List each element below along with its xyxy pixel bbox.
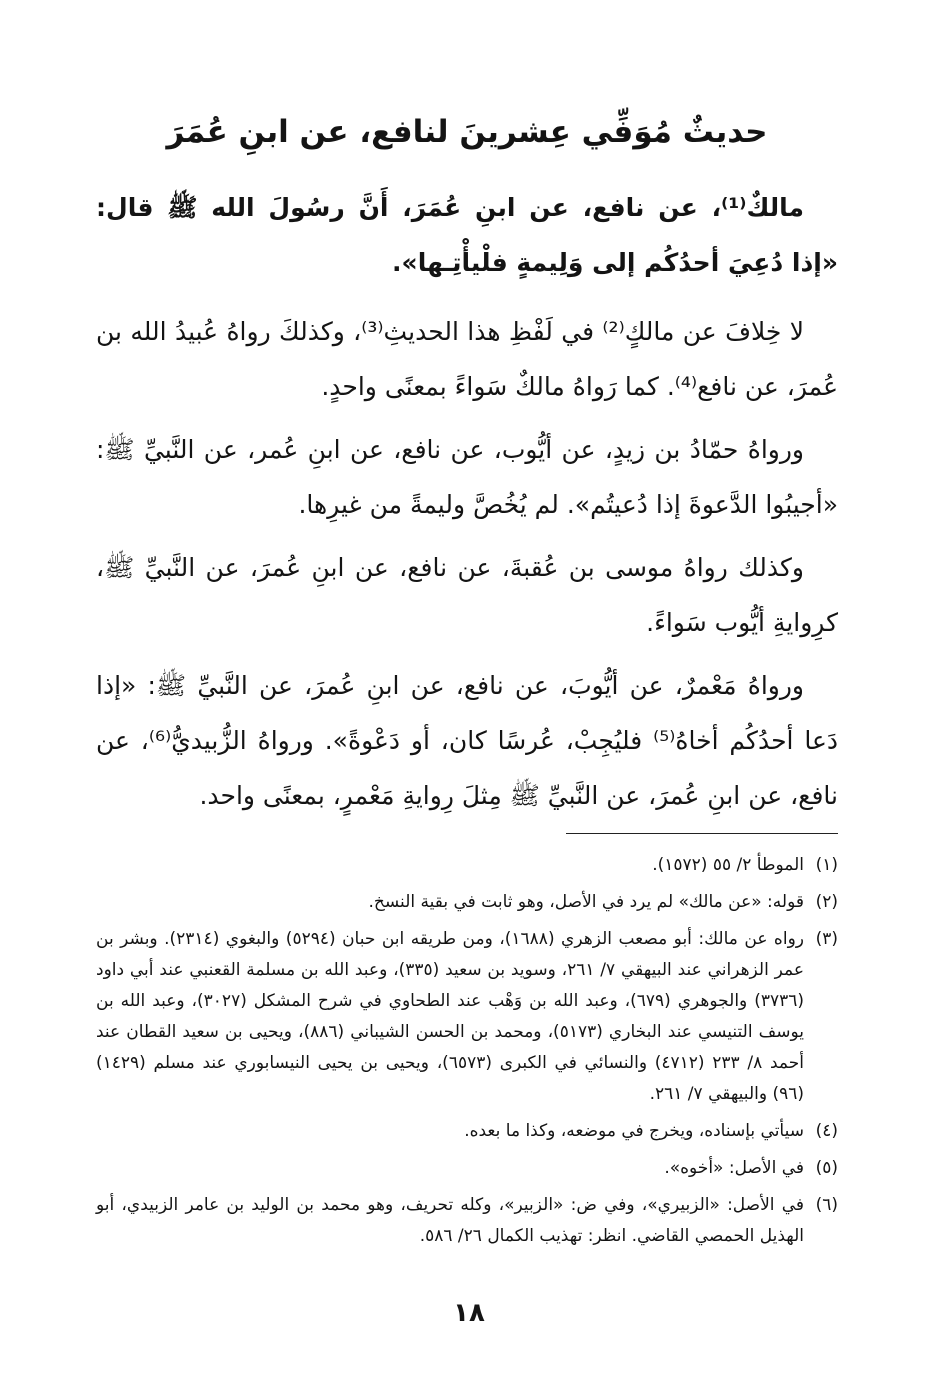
commentary-paragraph: لا خِلافَ عن مالكٍ⁽²⁾ في لَفْظِ هذا الحديثِ⁽³⁾، وكذلكَ رواهُ عُبيدُ الله بن عُمرَ، عن نافع⁽⁴⁾. كما رَواهُ مالكٌ سَواءً بمعنًى واحدٍ. [96,317,838,401]
footnote-text: في الأصل: «الزبيري»، وفي ض: «الزبير»، وكله تحريف، وهو محمد بن الوليد بن عامر الزبيدي، أبو الهذيل الحمصي القاضي. انظر: تهذيب الكمال ٢٦/ ٥٨٦. [96,1195,804,1246]
footnote [96,924,838,1110]
hadith-paragraph: مالكٌ⁽¹⁾، عن نافع، عن ابنِ عُمَرَ، أَنَّ رسُولَ الله ﷺ قال: «إذا دُعِيَ أحدُكُم إلى وَلِيمةٍ فلْيأْتِـها». [96,193,838,277]
footnote-text: قوله: «عن مالك» لم يرد في الأصل، وهو ثابت في بقية النسخ. [368,892,804,912]
footnote-text: رواه عن مالك: أبو مصعب الزهري (١٦٨٨)، ومن طريقه ابن حبان (٥٢٩٤) والبغوي (٢٣١٤). وبشر بن عمر الزهراني عند البيهقي ٧/ ٢٦١، وسويد بن سعيد (٣٣٥)، وعبد الله بن مسلمة القعنبي عند أبي داود (٣٧٣٦) والجوهري (٦٧٩)، وعبد الله بن وَهْب عند الطحاوي في شرح المشكل (٣٠٢٧)، وعبد الله بن يوسف التنيسي عند البخاري (٥١٧٣)، ومحمد بن الحسن الشيباني (٨٨٦)، ويحيى بن سعيد القطان عند أحمد ٨/ ٢٣٣ (٤٧١٢) والنسائي في الكبرى (٦٥٧٣)، ويحيى بن يحيى النيسابوري عند مسلم (١٤٢٩) (٩٦) والبيهقي ٧/ ٢٦١. [96,929,804,1104]
footnote [96,850,838,881]
footnote-number: (١) [815,855,838,875]
commentary-paragraph: ورواهُ مَعْمرٌ، عن أيُّوبَ، عن نافع، عن ابنِ عُمرَ، عن النَّبيِّ ﷺ: «إذا دَعا أحدُكُم أخاهُ⁽⁵⁾ فليُجِبْ، عُرسًا كان، أو دَعْوةً». ورواهُ الزُّبيديُّ⁽⁶⁾، عن نافع، عن ابنِ عُمرَ، عن النَّبيِّ ﷺ مِثلَ رِوايةِ مَعْمرٍ، بمعنًى واحد. [96,671,839,810]
footnote-number: (٥) [815,1158,838,1178]
footnote-number: (٤) [815,1121,838,1141]
footnote-text: الموطأ ٢/ ٥٥ (١٥٧٢). [652,855,804,875]
commentary-paragraph: ورواهُ حمّادُ بن زيدٍ، عن أيُّوب، عن نافع، عن ابنِ عُمر، عن النَّبيِّ ﷺ: «أجيبُوا الدَّعوةَ إذا دُعيتُم». لم يُخُصَّ وليمةً من غيرِها. [96,435,838,519]
footnote-text: سيأتي بإسناده، ويخرج في موضعه، وكذا ما بعده. [464,1121,804,1141]
footnote [96,1153,838,1184]
footnote-number: (٢) [815,892,838,912]
footnote-separator [566,833,838,834]
page-body [96,100,838,1258]
commentary-paragraph: وكذلك رواهُ موسى بن عُقبةَ، عن نافع، عن ابنِ عُمرَ، عن النَّبيِّ ﷺ، كرِوايةِ أيُّوب سَواءً. [96,553,838,637]
footnote [96,887,838,918]
footnote [96,1190,838,1252]
page-number: ١٨ [453,1298,485,1328]
footnote [96,1116,838,1147]
footnote-number: (٦) [815,1195,838,1215]
footnote-number: (٣) [815,929,838,949]
footnote-text: في الأصل: «أخوه». [664,1158,804,1178]
chapter-title: حديثٌ مُوَفِّي عِشرينَ لنافع، عن ابنِ عُمَرَ [166,114,768,150]
